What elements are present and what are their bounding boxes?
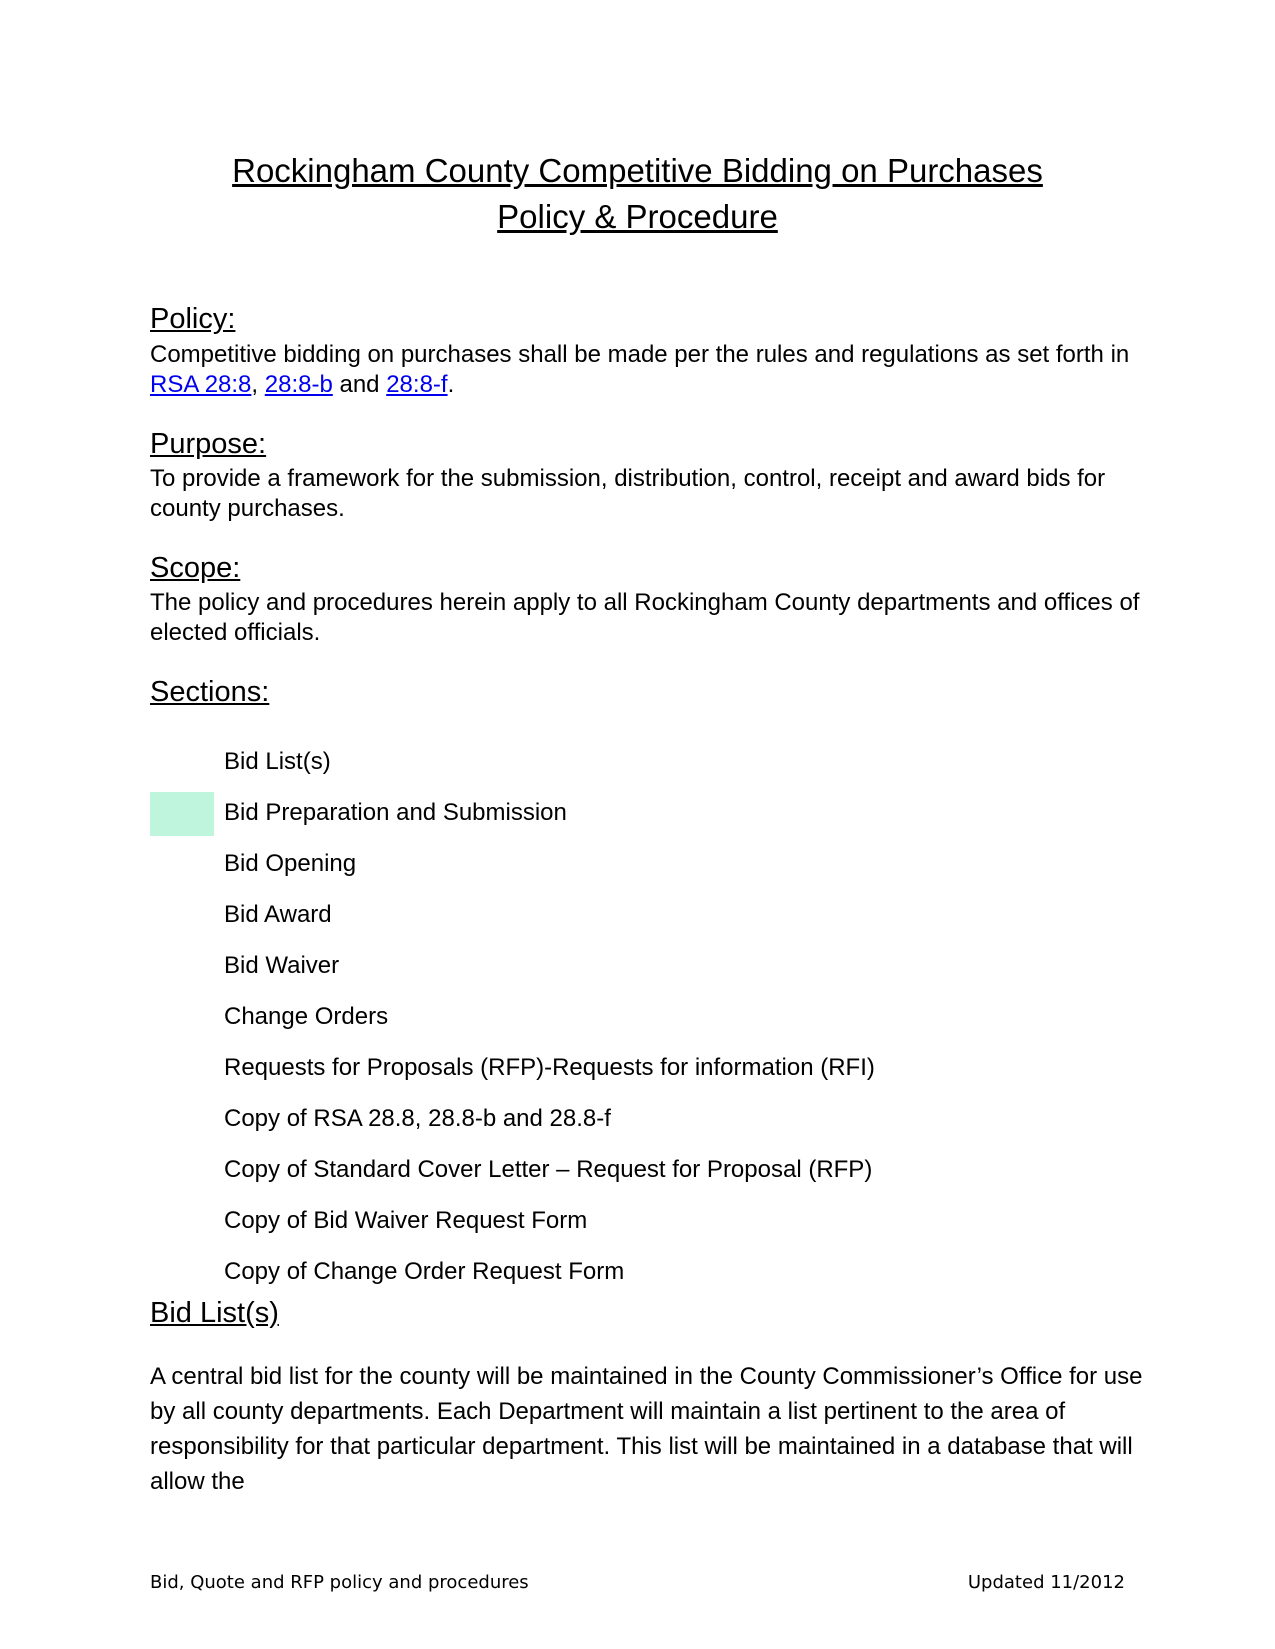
section-item-label: Bid Waiver: [224, 952, 340, 979]
highlight-marker: [150, 792, 214, 836]
section-item-copy-cover-letter: [150, 1144, 875, 1195]
section-item-label: Copy of Standard Cover Letter – Request for Proposal (RFP): [224, 1156, 873, 1183]
section-item-rfp-rfi: [150, 1042, 875, 1093]
section-item-copy-rsa: [150, 1093, 875, 1144]
footer-document-title: Bid, Quote and RFP policy and procedures: [150, 1572, 529, 1593]
section-item-bid-preparation: [150, 787, 875, 838]
policy-text-before: Competitive bidding on purchases shall be made per the rules and regulations as set forth in: [150, 341, 1130, 368]
section-item-change-orders: [150, 991, 875, 1042]
footer-updated-date: Updated 11/2012: [967, 1572, 1125, 1593]
scope-text: The policy and procedures herein apply to all Rockingham County departments and offices of elected officials.: [150, 589, 1140, 646]
section-item-label: Copy of RSA 28.8, 28.8-b and 28.8-f: [224, 1105, 611, 1132]
rsa-28-8-link[interactable]: RSA 28:8: [150, 371, 252, 398]
section-item-label: Copy of Change Order Request Form: [224, 1258, 625, 1285]
bid-lists-heading: Bid List(s): [150, 1297, 279, 1329]
section-item-bid-award: [150, 889, 875, 940]
section-item-bid-opening: [150, 838, 875, 889]
scope-heading: Scope:: [150, 552, 241, 584]
section-item-label: Requests for Proposals (RFP)-Requests for information (RFI): [224, 1054, 875, 1081]
purpose-text: To provide a framework for the submission, distribution, control, receipt and award bids for county purchases.: [150, 465, 1106, 522]
sections-list: [150, 736, 875, 1297]
section-item-bid-lists: [150, 736, 875, 787]
section-item-label: Bid Preparation and Submission: [224, 799, 567, 826]
policy-text: [150, 340, 1140, 400]
page-title-line-1: Rockingham County Competitive Bidding on Purchases: [232, 152, 1043, 189]
section-item-label: Bid Award: [224, 901, 332, 928]
policy-text-after: .: [447, 371, 455, 398]
section-item-label: Change Orders: [224, 1003, 389, 1030]
policy-separator-1: ,: [251, 371, 265, 398]
bid-lists-text: A central bid list for the county will be maintained in the County Commissioner’s Office for use by all county departments. Each Department will maintain a list pertinent to the area of responsibility for that particular department. This list will be maintained in a database that will allow the: [150, 1363, 1143, 1495]
rsa-28-8-b-link[interactable]: 28:8-b: [264, 371, 333, 398]
sections-heading: Sections:: [150, 676, 270, 708]
section-item-copy-change-order-form: [150, 1246, 875, 1297]
section-item-label: Bid List(s): [224, 748, 331, 775]
section-item-label: Copy of Bid Waiver Request Form: [224, 1207, 588, 1234]
section-item-copy-bid-waiver-form: [150, 1195, 875, 1246]
rsa-28-8-f-link[interactable]: 28:8-f: [386, 371, 448, 398]
purpose-heading: Purpose:: [150, 428, 267, 460]
policy-heading: Policy:: [150, 303, 236, 335]
section-item-bid-waiver: [150, 940, 875, 991]
policy-separator-2: and: [332, 371, 387, 398]
section-item-label: Bid Opening: [224, 850, 357, 877]
page-title-line-2: Policy & Procedure: [497, 198, 778, 235]
